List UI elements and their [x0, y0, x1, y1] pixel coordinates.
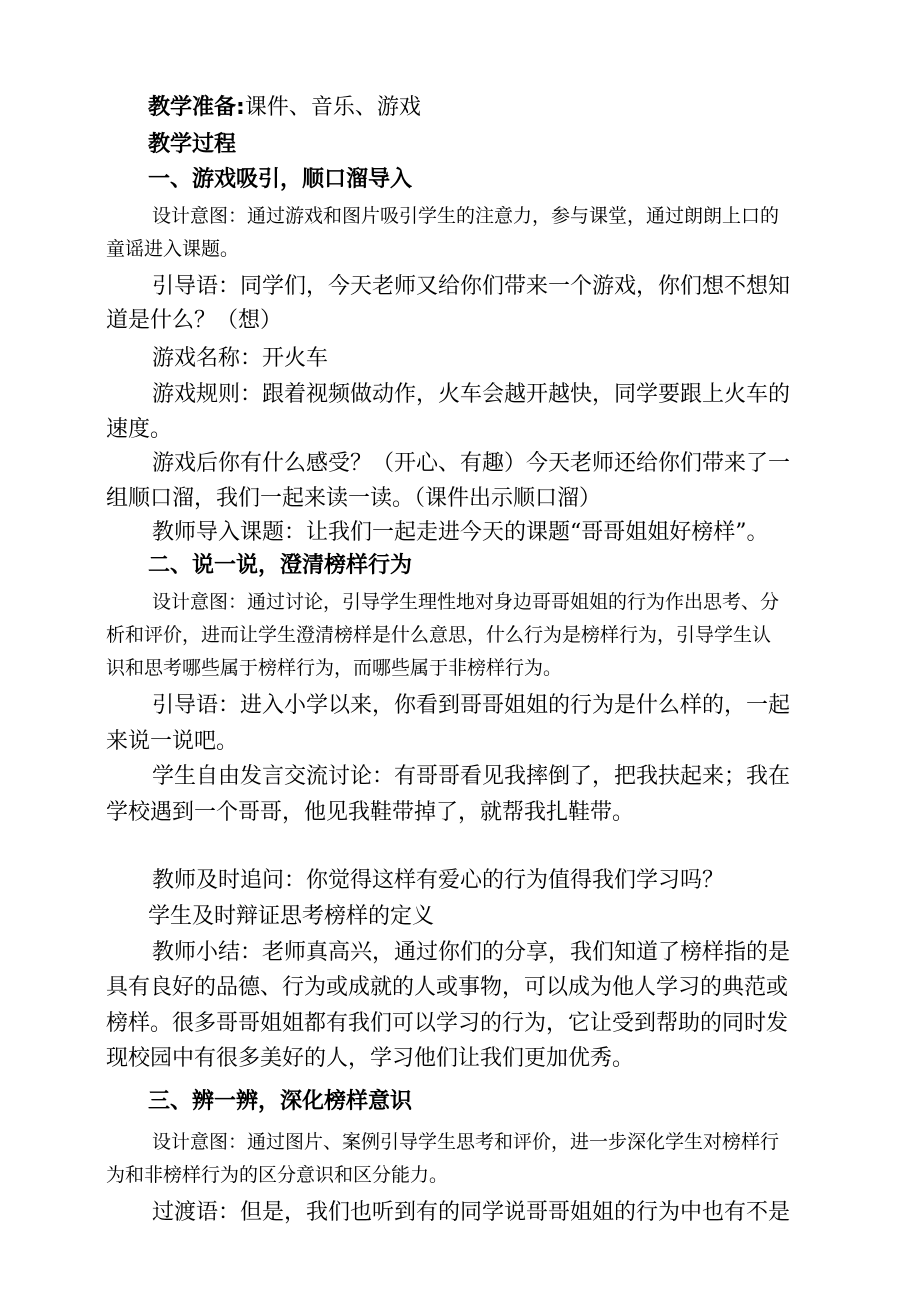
s1-rules-line-2: 速度。: [106, 417, 173, 442]
section-1-heading: 一、游戏吸引，顺口溜导入: [148, 167, 413, 192]
s1-game-name: 游戏名称：开火车: [152, 346, 329, 371]
s2-summary-line-4: 现校园中有很多美好的人，学习他们让我们更加优秀。: [106, 1046, 635, 1071]
s2-followup: 教师及时追问：你觉得这样有爱心的行为值得我们学习吗？: [152, 868, 725, 893]
s3-design-line-1: 设计意图：通过图片、案例引导学生思考和评价，进一步深化学生对榜样行: [152, 1131, 780, 1153]
s1-after-line-2: 组顺口溜，我们一起来读一读。（课件出示顺口溜）: [106, 486, 602, 511]
s1-design-line-2: 童谣进入课题。: [106, 238, 240, 260]
s2-design-line-2: 析和评价，进而让学生澄清榜样是什么意思，什么行为是榜样行为，引导学生认: [106, 624, 772, 646]
s1-rules-line-1: 游戏规则：跟着视频做动作，火车会越开越快，同学要跟上火车的: [152, 382, 791, 407]
s2-summary-line-2: 具有良好的品德、行为或成就的人或事物，可以成为他人学习的典范或: [106, 975, 789, 1000]
s2-summary-line-1: 教师小结：老师真高兴，通过你们的分享，我们知道了榜样指的是: [152, 940, 791, 965]
s2-lead-line-1: 引导语：进入小学以来，你看到哥哥姐姐的行为是什么样的，一起: [152, 693, 791, 718]
process-title: 教学过程: [148, 132, 237, 157]
s2-discussion-line-1: 学生自由发言交流讨论：有哥哥看见我摔倒了，把我扶起来；我在: [152, 764, 791, 789]
s2-design-line-3: 识和思考哪些属于榜样行为，而哪些属于非榜样行为。: [106, 657, 563, 679]
s2-summary-line-3: 榜样。很多哥哥姐姐都有我们可以学习的行为，它让受到帮助的同时发: [106, 1011, 789, 1036]
s2-debate: 学生及时辩证思考榜样的定义: [148, 904, 435, 929]
s1-design-line-1: 设计意图：通过游戏和图片吸引学生的注意力，参与课堂，通过朗朗上口的: [152, 205, 780, 227]
s1-after-line-1: 游戏后你有什么感受？（开心、有趣）今天老师还给你们带来了一: [152, 451, 791, 476]
prep-line: [148, 90, 421, 121]
s1-intro: 教师导入课题：让我们一起走进今天的课题“哥哥姐姐好榜样”。: [152, 520, 769, 545]
s2-design-line-1: 设计意图：通过讨论，引导学生理性地对身边哥哥姐姐的行为作出思考、分: [152, 591, 780, 613]
section-2-heading: 二、说一说，澄清榜样行为: [148, 553, 413, 578]
s3-design-line-2: 为和非榜样行为的区分意识和区分能力。: [106, 1164, 449, 1186]
s2-lead-line-2: 来说一说吧。: [106, 729, 239, 754]
s3-transition: 过渡语：但是，我们也听到有的同学说哥哥姐姐的行为中也有不是: [152, 1200, 791, 1225]
prep-label: 教学准备:: [148, 95, 245, 120]
section-3-heading: 三、辨一辨，深化榜样意识: [148, 1089, 413, 1114]
s2-discussion-line-2: 学校遇到一个哥哥，他见我鞋带掉了，就帮我扎鞋带。: [106, 800, 635, 825]
prep-value: 课件、音乐、游戏: [244, 95, 421, 120]
s1-lead-line-1: 引导语：同学们，今天老师又给你们带来一个游戏，你们想不想知: [152, 274, 791, 299]
s1-lead-line-2: 道是什么？（想）: [106, 308, 283, 333]
